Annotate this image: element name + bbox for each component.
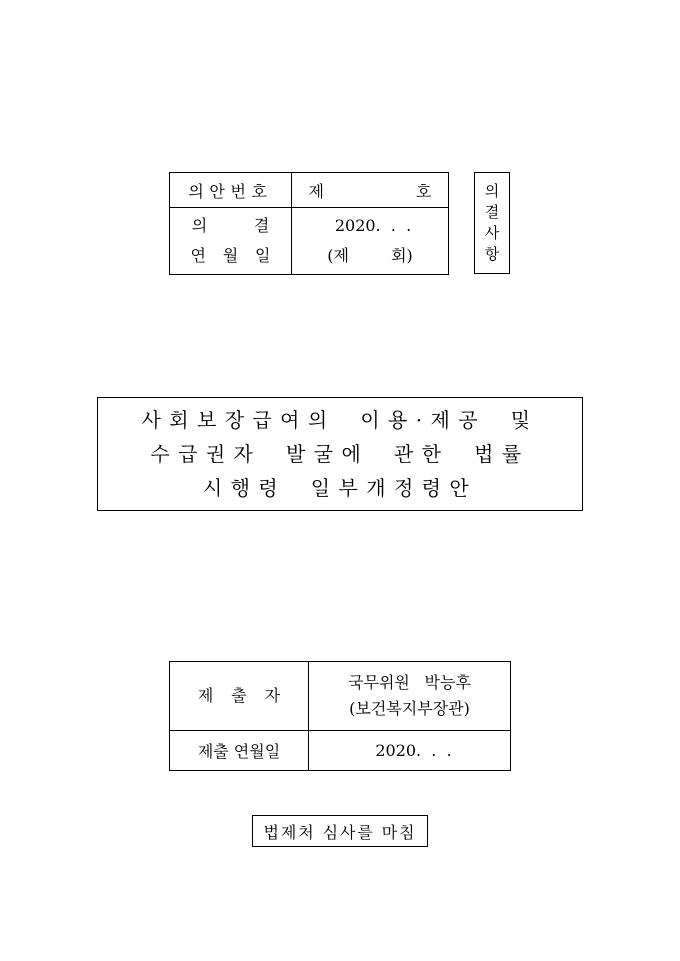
submitter-table (169, 661, 511, 771)
resolution-char: 의 (484, 182, 500, 200)
bill-title-line1: 사회보장급여의 이용·제공 및 (141, 408, 539, 432)
resolution-date-label (170, 208, 292, 275)
resolution-char: 항 (484, 245, 500, 263)
submit-date-row (170, 731, 511, 771)
submit-date-value (309, 731, 511, 771)
bill-title-line2: 수급권자 발굴에 관한 법률 (150, 442, 530, 466)
submitter-name: 국무위원 박능후 (348, 673, 471, 692)
resolution-date-label-line1: 의 결 (191, 216, 270, 235)
submitter-row (170, 662, 511, 731)
submitter-value (309, 662, 511, 731)
session-text: (제 회) (327, 246, 413, 265)
resolution-date-label-line2: 연월일 (190, 246, 288, 265)
bill-number-row (170, 173, 449, 208)
bill-info-table (169, 172, 449, 275)
bill-number-value-text: 제 호 (308, 181, 432, 201)
legislation-review-box (252, 815, 428, 847)
submitter-title: (보건복지부장관) (349, 699, 470, 718)
submitter-label: 제 출 자 (170, 662, 309, 731)
resolution-date-value (292, 208, 449, 275)
bill-number-value (292, 173, 449, 208)
bill-title-line3: 시행령 일부개정령안 (202, 476, 478, 500)
review-text: 법제처 심사를 마침 (263, 822, 417, 842)
resolution-items-box (474, 172, 510, 274)
resolution-date-row (170, 208, 449, 275)
resolution-date-text: 2020. . . (334, 216, 412, 235)
submit-date-label: 제출 연월일 (170, 731, 309, 771)
resolution-char: 결 (484, 203, 500, 221)
submit-date-text: 2020. . . (375, 741, 452, 760)
bill-title-box (97, 397, 583, 511)
resolution-char: 사 (484, 224, 500, 242)
bill-number-label: 의안번호 (170, 173, 292, 208)
